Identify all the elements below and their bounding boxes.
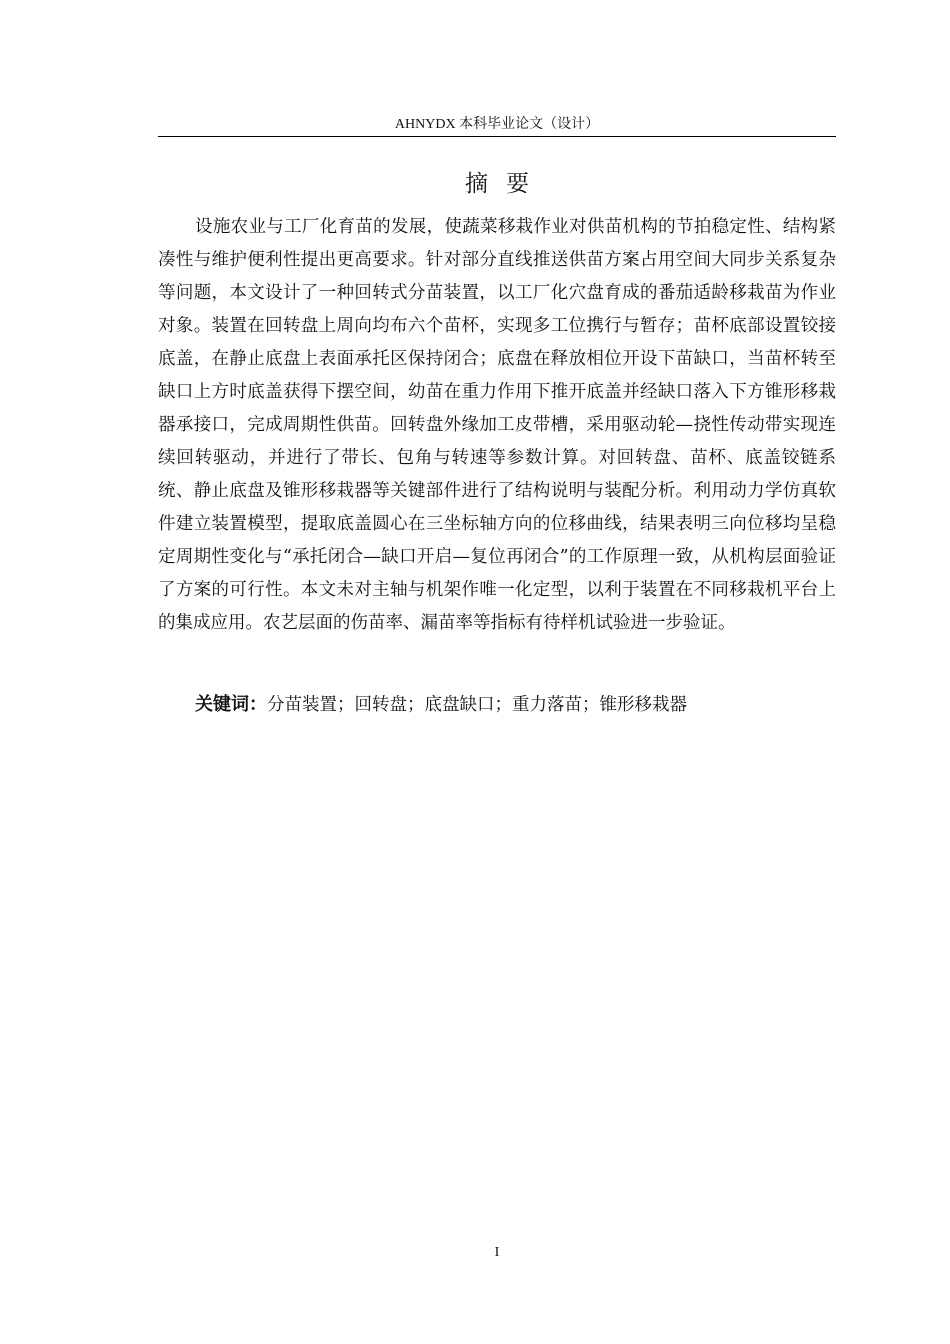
keywords-value: 分苗装置；回转盘；底盘缺口；重力落苗；锥形移栽器 xyxy=(267,695,687,715)
abstract-body: 设施农业与工厂化育苗的发展，使蔬菜移栽作业对供苗机构的节拍稳定性、结构紧凑性与维护便利性提出更高要求。针对部分直线推送供苗方案占用空间大同步关系复杂等问题，本文设计了一种回转式分苗装置，以工厂化穴盘育成的番茄适龄移栽苗为作业对象。装置在回转盘上周向均布六个苗杯，实现多工位携行与暂存；苗杯底部设置铰接底盖，在静止底盘上表面承托区保持闭合；底盘在释放相位开设下苗缺口，当苗杯转至缺口上方时底盖获得下摆空间，幼苗在重力作用下推开底盖并经缺口落入下方锥形移栽器承接口，完成周期性供苗。回转盘外缘加工皮带槽，采用驱动轮—挠性传动带实现连续回转驱动，并进行了带长、包角与转速等参数计算。对回转盘、苗杯、底盖铰链系统、静止底盘及锥形移栽器等关键部件进行了结构说明与装配分析。利用动力学仿真软件建立装置模型，提取底盖圆心在三坐标轴方向的位移曲线，结果表明三向位移均呈稳定周期性变化与“承托闭合—缺口开启—复位再闭合”的工作原理一致，从机构层面验证了方案的可行性。本文未对主轴与机架作唯一化定型，以利于装置在不同移栽机平台上的集成应用。农艺层面的伤苗率、漏苗率等指标有待样机试验进一步验证。 xyxy=(158,217,836,633)
page-number: I xyxy=(494,1245,500,1260)
keywords-label: 关键词： xyxy=(195,694,267,715)
abstract-title: 摘要 xyxy=(465,171,547,197)
running-header: AHNYDX 本科毕业论文（设计） xyxy=(394,117,600,132)
header-divider xyxy=(158,136,836,137)
keywords-line xyxy=(195,690,835,720)
